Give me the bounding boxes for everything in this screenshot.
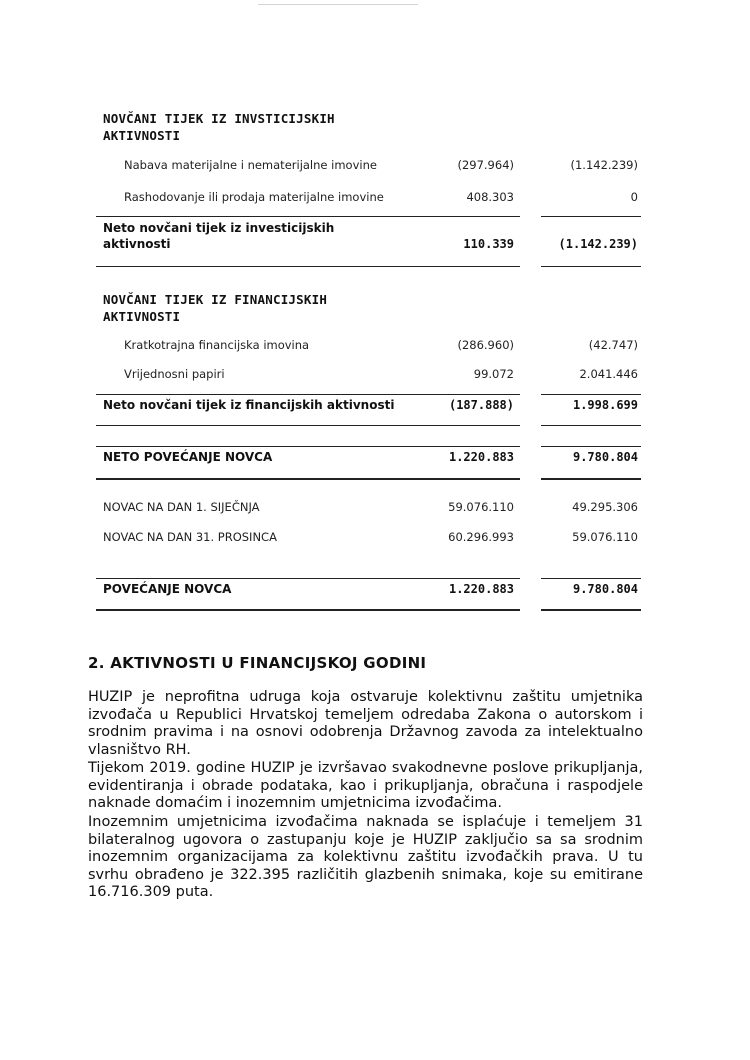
cash-row-value-2019: 60.296.993	[448, 530, 514, 544]
cash-row-value-2019: 59.076.110	[448, 500, 514, 514]
divider	[96, 216, 520, 217]
divider	[541, 216, 641, 217]
divider	[541, 609, 641, 611]
divider	[96, 478, 520, 480]
divider	[541, 266, 641, 267]
divider	[541, 446, 641, 447]
financing-heading-line2: AKTIVNOSTI	[103, 309, 181, 324]
cash-increase-2018: 9.780.804	[572, 582, 638, 596]
cash-row-value-2018: 59.076.110	[572, 530, 638, 544]
investing-heading-line1: NOVČANI TIJEK IZ INVSTICIJSKIH	[103, 111, 335, 126]
financing-row-value-2018: (42.747)	[588, 338, 638, 352]
financing-total-2019: (187.888)	[448, 398, 514, 412]
cash-increase-label: POVEĆANJE NOVCA	[103, 582, 232, 596]
divider	[541, 578, 641, 579]
investing-total-label-line1: Neto novčani tijek iz investicijskih	[103, 221, 335, 235]
top-rule	[258, 4, 418, 5]
financing-total-label: Neto novčani tijek iz financijskih aktivnosti	[103, 398, 395, 412]
financing-row-label: Vrijednosni papiri	[124, 367, 225, 381]
cash-row-label: NOVAC NA DAN 31. PROSINCA	[103, 530, 277, 544]
divider	[96, 609, 520, 611]
financing-row-label: Kratkotrajna financijska imovina	[124, 338, 310, 352]
investing-heading-line2: AKTIVNOSTI	[103, 128, 181, 143]
investing-row-label: Rashodovanje ili prodaja materijalne imovine	[124, 190, 384, 204]
divider	[541, 425, 641, 426]
investing-row-value-2018: (1.142.239)	[570, 158, 638, 172]
investing-row-value-2018: 0	[630, 190, 638, 204]
section-title: 2. AKTIVNOSTI U FINANCIJSKOJ GODINI	[88, 654, 427, 672]
divider	[541, 394, 641, 395]
investing-row-value-2019: 408.303	[466, 190, 514, 204]
divider	[96, 425, 520, 426]
paragraph: HUZIP je neprofitna udruga koja ostvaruje kolektivnu zaštitu umjetnika izvođača u Republici Hrvatskoj temeljem odredaba Zakona o autorskom i srodnim pravima i na osnovi odobrenja Državnog zavoda za intelektualno vlasništvo RH.	[88, 689, 643, 758]
financing-row-value-2019: (286.960)	[457, 338, 514, 352]
cash-row-value-2018: 49.295.306	[572, 500, 638, 514]
divider	[541, 478, 641, 480]
cash-row-label: NOVAC NA DAN 1. SIJEČNJA	[103, 500, 260, 514]
net-increase-2019: 1.220.883	[448, 450, 514, 464]
paragraph: Tijekom 2019. godine HUZIP je izvršavao svakodnevne poslove prikupljanja, evidentiranja i obrade podataka, kao i prikupljanja, obračuna i raspodjele naknade domaćim i inozemnim umjetnicima izvođačima.	[88, 760, 643, 812]
investing-row-label: Nabava materijalne i nematerijalne imovine	[124, 158, 377, 172]
investing-row-value-2019: (297.964)	[457, 158, 514, 172]
investing-total-2019: 110.339	[463, 237, 514, 251]
divider	[96, 578, 520, 579]
financing-row-value-2018: 2.041.446	[579, 367, 638, 381]
financing-row-value-2019: 99.072	[473, 367, 514, 381]
investing-total-2018: (1.142.239)	[558, 237, 638, 251]
financing-heading-line1: NOVČANI TIJEK IZ FINANCIJSKIH	[103, 292, 328, 307]
investing-total-label-line2: aktivnosti	[103, 237, 171, 251]
net-increase-2018: 9.780.804	[572, 450, 638, 464]
cash-increase-2019: 1.220.883	[448, 582, 514, 596]
divider	[96, 446, 520, 447]
divider	[96, 266, 520, 267]
net-increase-label: NETO POVEĆANJE NOVCA	[103, 450, 273, 464]
paragraph: Inozemnim umjetnicima izvođačima naknada se isplaćuje i temeljem 31 bilateralnog ugovora o zastupanju koje je HUZIP zaključio sa sa srodnim inozemnim organizacijama za kolektivnu zaštitu izvođačkih prava. U tu svrhu obrađeno je 322.395 različitih glazbenih snimaka, koje su emitirane 16.716.309 puta.	[88, 814, 643, 901]
divider	[96, 394, 520, 395]
financing-total-2018: 1.998.699	[572, 398, 638, 412]
